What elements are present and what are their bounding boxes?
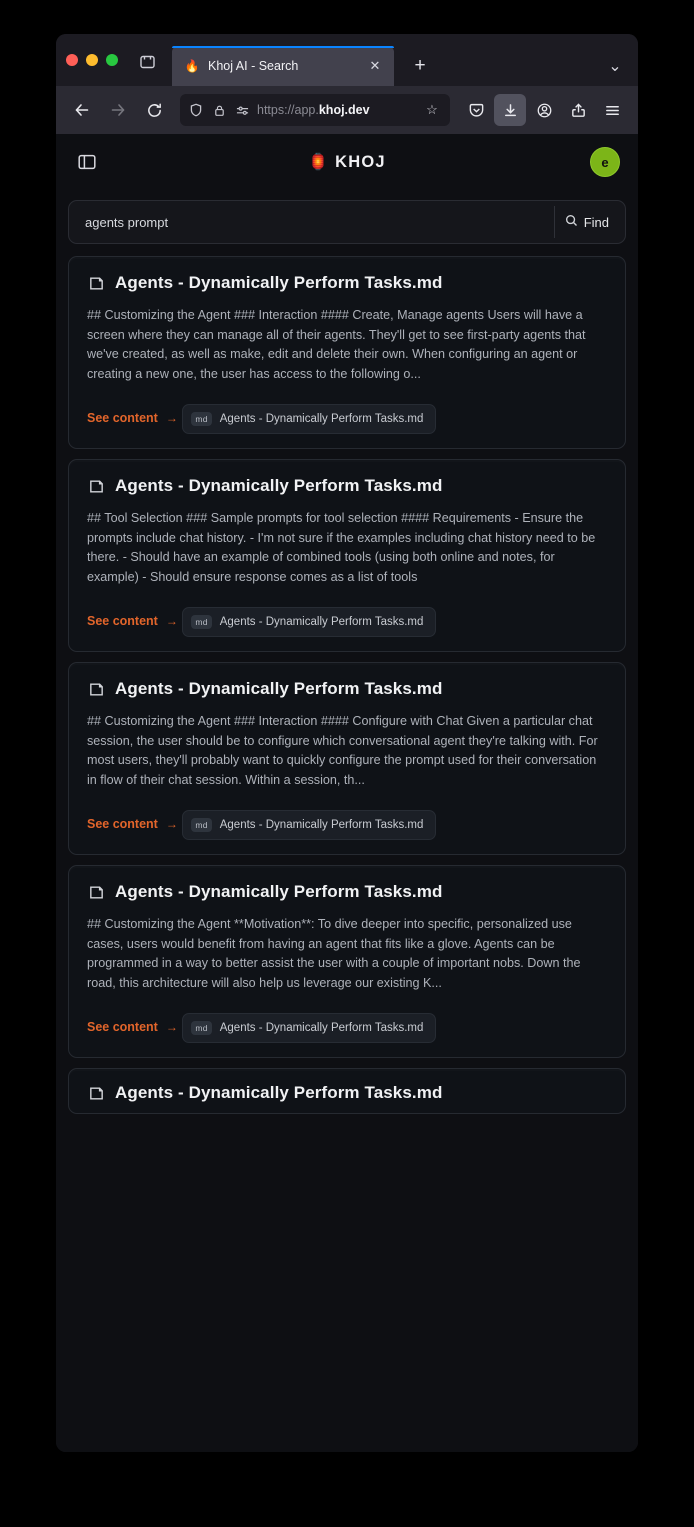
see-content-label: See content	[87, 817, 158, 831]
window-controls	[66, 34, 132, 86]
brand-title: KHOJ	[335, 152, 386, 171]
result-snippet: ## Customizing the Agent ### Interaction #### Create, Manage agents Users will have a screen where they can manage all of their agents. They'll get to see first-party agents that we've created, as well as make, edit and delete their own. When configuring an agent or creating a new one, the user has access to the following o...	[87, 308, 586, 381]
khoj-logo-icon: 🏮	[308, 154, 329, 171]
file-type-badge: md	[191, 1021, 211, 1035]
arrow-right-icon: →	[165, 1020, 178, 1034]
brand	[56, 152, 638, 172]
note-icon	[87, 274, 105, 292]
tab-title: Khoj AI - Search	[208, 59, 299, 73]
result-title-row	[87, 882, 607, 902]
result-title: Agents - Dynamically Perform Tasks.md	[115, 679, 443, 698]
app-header	[56, 134, 638, 190]
menu-icon[interactable]	[596, 94, 628, 126]
tab-list-icon[interactable]	[132, 46, 162, 76]
source-filename: Agents - Dynamically Perform Tasks.md	[219, 413, 424, 425]
address-bar[interactable]	[180, 94, 450, 126]
arrow-right-icon: →	[165, 614, 178, 628]
result-title-row	[87, 1083, 607, 1103]
sidebar-toggle-icon[interactable]	[74, 150, 100, 174]
pocket-icon[interactable]	[460, 94, 492, 126]
result-title: Agents - Dynamically Perform Tasks.md	[115, 1083, 443, 1102]
file-type-badge: md	[191, 615, 211, 629]
result-snippet: ## Customizing the Agent ### Interaction #### Configure with Chat Given a particular chat session, the user should be to configure which conversational agent they're talking with. For most users, they'll probably want to quickly configure the prompt used for their conversation in flow of their chat session. Within a session, th...	[87, 714, 598, 787]
arrow-right-icon: →	[165, 817, 178, 831]
lock-icon[interactable]	[211, 102, 227, 118]
browser-window	[56, 34, 638, 1452]
flame-icon: 🔥	[184, 59, 200, 73]
note-icon	[87, 680, 105, 698]
see-content-label: See content	[87, 1020, 158, 1034]
find-label: Find	[583, 214, 609, 230]
result-card[interactable]	[68, 459, 626, 652]
source-chip[interactable]	[182, 810, 436, 840]
search-results-list	[56, 244, 638, 1114]
source-chip[interactable]	[182, 404, 436, 434]
bookmark-star-icon[interactable]: ☆	[426, 102, 438, 117]
note-icon	[87, 1084, 105, 1102]
find-button[interactable]	[554, 206, 621, 238]
result-title-row	[87, 476, 607, 496]
search-input[interactable]	[83, 214, 554, 231]
back-button[interactable]	[66, 94, 98, 126]
see-content-label: See content	[87, 411, 158, 425]
source-chip[interactable]	[182, 1013, 436, 1043]
result-title: Agents - Dynamically Perform Tasks.md	[115, 882, 443, 901]
see-content-link[interactable]	[87, 614, 178, 628]
source-chip[interactable]	[182, 607, 436, 637]
see-content-link[interactable]	[87, 1020, 178, 1034]
source-filename: Agents - Dynamically Perform Tasks.md	[219, 819, 424, 831]
result-card[interactable]	[68, 662, 626, 855]
tab-strip	[56, 34, 638, 86]
file-type-badge: md	[191, 818, 211, 832]
account-icon[interactable]	[528, 94, 560, 126]
result-title: Agents - Dynamically Perform Tasks.md	[115, 273, 443, 292]
result-title-row	[87, 273, 607, 293]
result-snippet: ## Customizing the Agent **Motivation**: To dive deeper into specific, personalized use cases, users would benefit from having an agent that fits like a glove. Agents can be programmed in a way to better assist the user with a couple of important nobs. Down the road, this architecture will also help us leverage our existing K...	[87, 917, 581, 990]
search-bar	[68, 200, 626, 244]
result-snippet: ## Tool Selection ### Sample prompts for tool selection #### Requirements - Ensure the prompts include chat history. - I'm not sure if the examples including chat history need to be there. - Should have an example of combined tools (using both online and notes, for example) - Should ensure response comes as a list of tools	[87, 511, 596, 584]
share-icon[interactable]	[562, 94, 594, 126]
permissions-icon[interactable]	[234, 102, 250, 118]
avatar[interactable]: e	[590, 147, 620, 177]
navigation-toolbar	[56, 86, 638, 134]
maximize-window-button[interactable]	[106, 54, 118, 66]
result-title-row	[87, 679, 607, 699]
browser-tab[interactable]	[172, 46, 394, 86]
url-prefix: https://app.	[257, 103, 319, 117]
arrow-right-icon: →	[165, 411, 178, 425]
url-text[interactable]	[257, 103, 413, 117]
close-icon[interactable]: ✕	[369, 58, 381, 73]
reload-button[interactable]	[138, 94, 170, 126]
url-domain: khoj.dev	[318, 103, 370, 117]
see-content-label: See content	[87, 614, 158, 628]
file-type-badge: md	[191, 412, 211, 426]
new-tab-button[interactable]: +	[414, 55, 426, 76]
toolbar-buttons	[460, 94, 628, 126]
downloads-icon[interactable]	[494, 94, 526, 126]
source-filename: Agents - Dynamically Perform Tasks.md	[219, 1022, 424, 1034]
minimize-window-button[interactable]	[86, 54, 98, 66]
forward-button[interactable]	[102, 94, 134, 126]
result-card[interactable]	[68, 1068, 626, 1114]
source-filename: Agents - Dynamically Perform Tasks.md	[219, 616, 424, 628]
search-area	[56, 190, 638, 244]
see-content-link[interactable]	[87, 411, 178, 425]
shield-icon[interactable]	[188, 102, 204, 118]
close-window-button[interactable]	[66, 54, 78, 66]
see-content-link[interactable]	[87, 817, 178, 831]
result-title: Agents - Dynamically Perform Tasks.md	[115, 476, 443, 495]
result-card[interactable]	[68, 865, 626, 1058]
chevron-down-icon[interactable]: ⌄	[608, 58, 622, 75]
result-card[interactable]	[68, 256, 626, 449]
tabstrip-right	[600, 52, 630, 80]
page-content	[56, 134, 638, 1452]
magnifier-icon	[565, 214, 578, 230]
note-icon	[87, 883, 105, 901]
note-icon	[87, 477, 105, 495]
